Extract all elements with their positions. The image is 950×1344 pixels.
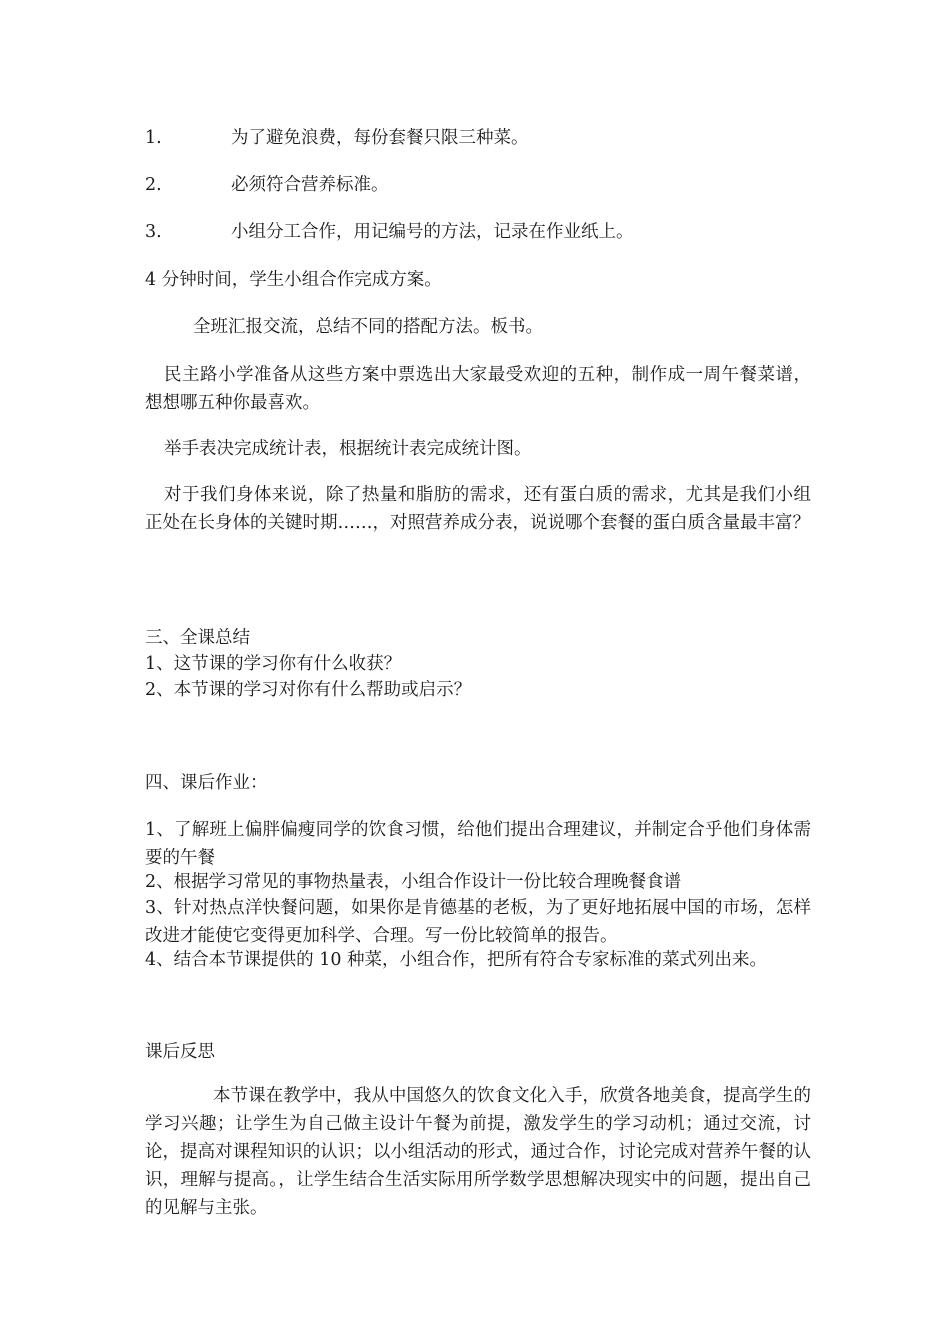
- activity-time-text: 4 分钟时间，学生小组合作完成方案。: [145, 270, 442, 290]
- rule-item-2: [145, 171, 815, 199]
- protein-paragraph: 对于我们身体来说，除了热量和脂肪的需求，还有蛋白质的需求，尤其是我们小组正处在长身体的关键时期……，对照营养成分表，说说哪个套餐的蛋白质含量最丰富？: [145, 485, 811, 533]
- rule-number: 2.: [145, 175, 162, 195]
- report-text: 全班汇报交流，总结不同的搭配方法。板书。: [193, 317, 543, 337]
- rule-number: 1.: [145, 128, 162, 148]
- rule-item-3: [145, 218, 815, 246]
- summary-heading: 三、全课总结: [145, 628, 250, 648]
- rule-item-1: [145, 124, 815, 152]
- summary-item-2: 2、本节课的学习对你有什么帮助或启示？: [145, 680, 472, 700]
- reflection-paragraph: 本节课在教学中，我从中国悠久的饮食文化入手，欣赏各地美食，提高学生的学习兴趣；让学生为自己做主设计午餐为前提，激发学生的学习动机；通过交流，讨论，提高对课程知识的认识；以小组活动的形式，通过合作，讨论完成对营养午餐的认识，理解与提高。，让学生结合生活实际用所学数学思想解决现实中的问题，提出自己的见解与主张。: [145, 1086, 811, 1218]
- rule-number: 3.: [145, 222, 162, 242]
- homework-item-1: 1、了解班上偏胖偏瘦同学的饮食习惯，给他们提出合理建议，并制定合乎他们身体需要的午餐: [145, 820, 811, 868]
- vote-intro-paragraph: 民主路小学准备从这些方案中票选出大家最受欢迎的五种，制作成一周午餐菜谱，想想哪五种你最喜欢。: [145, 365, 811, 413]
- homework-item-3: 3、针对热点洋快餐问题，如果你是肯德基的老板，为了更好地拓展中国的市场，怎样改进才能使它变得更加科学、合理。写一份比较简单的报告。: [145, 898, 811, 946]
- homework-heading: 四、课后作业：: [145, 773, 268, 793]
- summary-item-1: 1、这节课的学习你有什么收获？: [145, 654, 402, 674]
- homework-item-4: 4、结合本节课提供的 10 种菜，小组合作，把所有符合专家标准的菜式列出来。: [145, 950, 768, 970]
- rule-text: 必须符合营养标准。: [231, 175, 389, 195]
- reflection-heading: 课后反思: [145, 1042, 215, 1062]
- rule-text: 小组分工合作，用记编号的方法，记录在作业纸上。: [231, 222, 634, 242]
- rule-text: 为了避免浪费，每份套餐只限三种菜。: [231, 128, 529, 148]
- vote-table-text: 举手表决完成统计表，根据统计表完成统计图。: [164, 439, 532, 459]
- homework-item-2: 2、根据学习常见的事物热量表，小组合作设计一份比较合理晚餐食谱: [145, 872, 682, 892]
